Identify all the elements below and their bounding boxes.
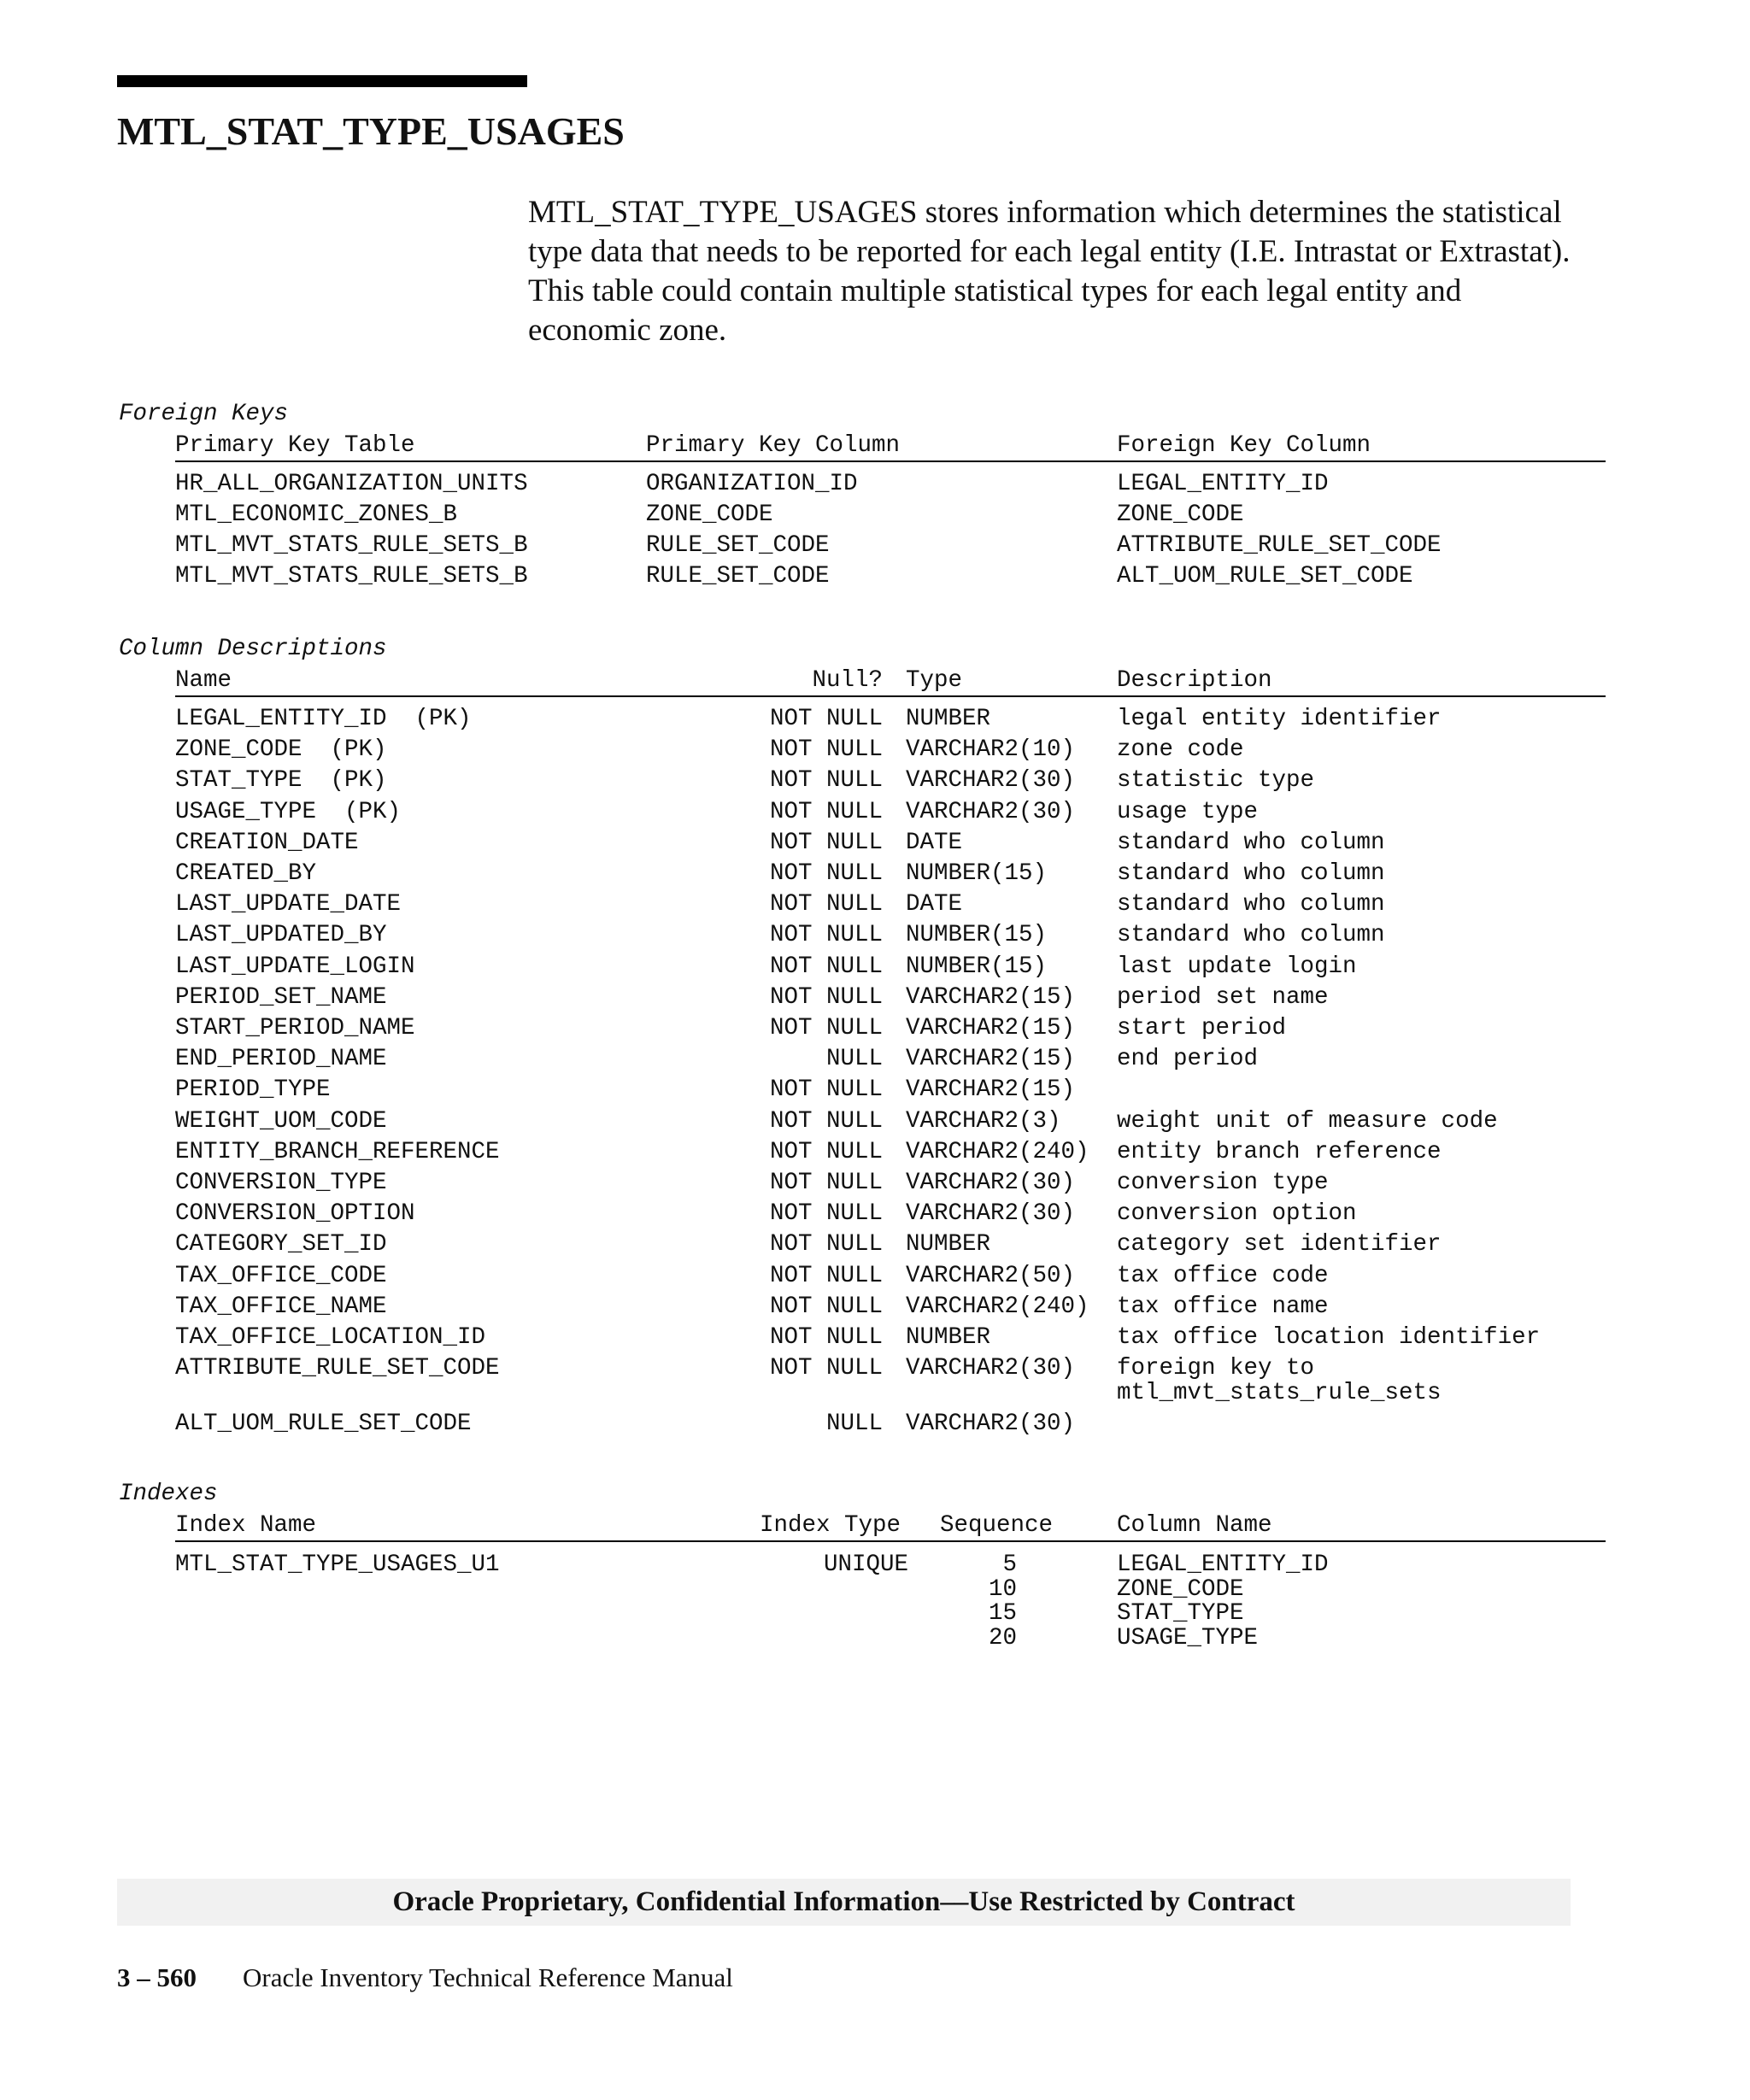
column-name: END_PERIOD_NAME — [175, 1046, 387, 1073]
column-type: NUMBER — [906, 706, 991, 732]
idx-header-index-name: Index Name — [175, 1512, 317, 1539]
column-null: NOT NULL — [769, 1015, 883, 1041]
fk-foreign-key-column: LEGAL_ENTITY_ID — [1117, 471, 1329, 497]
index-type: UNIQUE — [823, 1552, 908, 1578]
index-column-name: ZONE_CODE — [1117, 1575, 1244, 1603]
fk-foreign-key-column: ALT_UOM_RULE_SET_CODE — [1117, 563, 1413, 590]
column-description: standard who column — [1117, 829, 1385, 856]
table-description: MTL_STAT_TYPE_USAGES stores information which determines the statistical type data that needs to be reported for each legal entity (I.E. Intrastat or Extrastat). This table could contain multiple statistical types for each legal entity and economic zone. — [528, 195, 1571, 348]
column-type: VARCHAR2(240) — [906, 1293, 1089, 1320]
idx-header-index-type: Index Type — [760, 1512, 901, 1539]
column-description: start period — [1117, 1015, 1287, 1041]
column-null: NOT NULL — [769, 1262, 883, 1289]
fk-header-primary-key-table: Primary Key Table — [175, 432, 415, 459]
column-description: tax office location identifier — [1117, 1324, 1541, 1351]
page-number: 3 – 560 — [117, 1962, 197, 1992]
column-descriptions-label: Column Descriptions — [119, 636, 387, 662]
column-type: VARCHAR2(30) — [906, 1411, 1076, 1438]
column-name: TAX_OFFICE_LOCATION_ID — [175, 1324, 486, 1351]
column-type: VARCHAR2(15) — [906, 1046, 1076, 1073]
column-name: PERIOD_TYPE — [175, 1076, 331, 1104]
manual-title: Oracle Inventory Technical Reference Manual — [243, 1962, 733, 1992]
confidential-notice: Oracle Proprietary, Confidential Information––Use Restricted by Contract — [392, 1886, 1295, 1917]
column-type: VARCHAR2(240) — [906, 1138, 1089, 1165]
foreign-keys-label: Foreign Keys — [119, 401, 289, 427]
column-description: weight unit of measure code — [1117, 1107, 1498, 1135]
fk-primary-key-table: HR_ALL_ORGANIZATION_UNITS — [175, 471, 528, 497]
fk-primary-key-column: RULE_SET_CODE — [646, 532, 830, 559]
idx-header-rule — [175, 1540, 1606, 1542]
column-null: NOT NULL — [769, 922, 883, 949]
column-type: VARCHAR2(15) — [906, 983, 1076, 1011]
column-name: LAST_UPDATED_BY — [175, 922, 387, 949]
fk-header-rule — [175, 460, 1606, 462]
column-null: NOT NULL — [769, 1076, 883, 1104]
column-null: NOT NULL — [769, 1324, 883, 1351]
column-type: VARCHAR2(30) — [906, 767, 1076, 795]
fk-primary-key-table: MTL_ECONOMIC_ZONES_B — [175, 502, 458, 528]
column-name: CONVERSION_TYPE — [175, 1170, 387, 1196]
column-name: USAGE_TYPE (PK) — [175, 798, 402, 825]
column-type: VARCHAR2(30) — [906, 1170, 1076, 1196]
fk-header-primary-key-column: Primary Key Column — [646, 432, 901, 459]
column-description: usage type — [1117, 798, 1259, 825]
column-name: ZONE_CODE (PK) — [175, 736, 387, 764]
index-column-name: USAGE_TYPE — [1117, 1624, 1259, 1651]
idx-header-sequence: Sequence — [940, 1512, 1054, 1539]
column-name: ALT_UOM_RULE_SET_CODE — [175, 1411, 472, 1438]
column-null: NOT NULL — [769, 983, 883, 1011]
column-description-continued: mtl_mvt_stats_rule_sets — [1117, 1380, 1442, 1407]
column-null: NOT NULL — [769, 1293, 883, 1320]
column-name: ATTRIBUTE_RULE_SET_CODE — [175, 1355, 500, 1382]
column-type: NUMBER(15) — [906, 953, 1048, 980]
index-name: MTL_STAT_TYPE_USAGES_U1 — [175, 1552, 500, 1578]
col-header-rule — [175, 695, 1606, 697]
col-header-name: Name — [175, 667, 232, 694]
column-null: NOT NULL — [769, 953, 883, 980]
col-header-null: Null? — [812, 667, 883, 694]
index-column-name: LEGAL_ENTITY_ID — [1117, 1552, 1329, 1578]
column-description: category set identifier — [1117, 1231, 1442, 1258]
column-name: CREATED_BY — [175, 860, 317, 887]
column-type: VARCHAR2(30) — [906, 1200, 1076, 1228]
col-header-type: Type — [906, 667, 963, 694]
idx-header-column-name: Column Name — [1117, 1512, 1272, 1539]
column-null: NOT NULL — [769, 1231, 883, 1258]
column-name: LAST_UPDATE_DATE — [175, 891, 402, 918]
column-type: DATE — [906, 829, 963, 856]
column-type: NUMBER — [906, 1231, 991, 1258]
fk-primary-key-column: RULE_SET_CODE — [646, 563, 830, 590]
column-name: START_PERIOD_NAME — [175, 1015, 415, 1041]
column-name: CREATION_DATE — [175, 829, 359, 856]
fk-primary-key-column: ORGANIZATION_ID — [646, 471, 858, 497]
column-null: NOT NULL — [769, 706, 883, 732]
fk-primary-key-column: ZONE_CODE — [646, 502, 773, 528]
column-type: VARCHAR2(30) — [906, 798, 1076, 825]
column-type: NUMBER — [906, 1324, 991, 1351]
column-type: VARCHAR2(10) — [906, 736, 1076, 764]
column-name: CONVERSION_OPTION — [175, 1200, 415, 1228]
column-name: STAT_TYPE (PK) — [175, 767, 387, 795]
column-null: NOT NULL — [769, 1200, 883, 1228]
index-sequence: 15 — [988, 1600, 1017, 1627]
column-null: NOT NULL — [769, 860, 883, 887]
column-description: standard who column — [1117, 860, 1385, 887]
column-null: NOT NULL — [769, 1107, 883, 1135]
column-description: end period — [1117, 1046, 1259, 1073]
page-title: MTL_STAT_TYPE_USAGES — [117, 109, 625, 153]
column-null: NOT NULL — [769, 891, 883, 918]
column-type: VARCHAR2(3) — [906, 1107, 1061, 1135]
column-null: NOT NULL — [769, 798, 883, 825]
column-description: foreign key to — [1117, 1355, 1315, 1382]
column-name: LEGAL_ENTITY_ID (PK) — [175, 706, 472, 732]
column-type: VARCHAR2(15) — [906, 1015, 1076, 1041]
column-description: conversion option — [1117, 1200, 1357, 1228]
header-rule — [117, 75, 527, 87]
fk-primary-key-table: MTL_MVT_STATS_RULE_SETS_B — [175, 563, 528, 590]
column-description: standard who column — [1117, 922, 1385, 949]
fk-primary-key-table: MTL_MVT_STATS_RULE_SETS_B — [175, 532, 528, 559]
index-sequence: 5 — [1002, 1552, 1017, 1578]
column-type: VARCHAR2(50) — [906, 1262, 1076, 1289]
column-type: NUMBER(15) — [906, 922, 1048, 949]
column-type: DATE — [906, 891, 963, 918]
fk-foreign-key-column: ATTRIBUTE_RULE_SET_CODE — [1117, 532, 1442, 559]
column-name: LAST_UPDATE_LOGIN — [175, 953, 415, 980]
column-name: TAX_OFFICE_NAME — [175, 1293, 387, 1320]
column-description: period set name — [1117, 983, 1329, 1011]
column-type: NUMBER(15) — [906, 860, 1048, 887]
column-null: NOT NULL — [769, 1170, 883, 1196]
column-description: standard who column — [1117, 891, 1385, 918]
column-type: VARCHAR2(15) — [906, 1076, 1076, 1104]
indexes-label: Indexes — [119, 1481, 218, 1507]
column-null: NOT NULL — [769, 736, 883, 764]
column-description: conversion type — [1117, 1170, 1329, 1196]
column-null: NOT NULL — [769, 767, 883, 795]
column-name: TAX_OFFICE_CODE — [175, 1262, 387, 1289]
column-null: NOT NULL — [769, 1138, 883, 1165]
column-name: WEIGHT_UOM_CODE — [175, 1107, 387, 1135]
column-description: last update login — [1117, 953, 1357, 980]
col-header-description: Description — [1117, 667, 1272, 694]
column-name: ENTITY_BRANCH_REFERENCE — [175, 1138, 500, 1165]
column-description: tax office name — [1117, 1293, 1329, 1320]
column-description: zone code — [1117, 736, 1244, 764]
column-description: legal entity identifier — [1117, 706, 1442, 732]
column-null: NOT NULL — [769, 829, 883, 856]
column-description: tax office code — [1117, 1262, 1329, 1289]
column-description: entity branch reference — [1117, 1138, 1442, 1165]
fk-foreign-key-column: ZONE_CODE — [1117, 502, 1244, 528]
column-description: statistic type — [1117, 767, 1315, 795]
column-type: VARCHAR2(30) — [906, 1355, 1076, 1382]
column-null: NULL — [825, 1411, 883, 1438]
fk-header-foreign-key-column: Foreign Key Column — [1117, 432, 1371, 459]
column-name: CATEGORY_SET_ID — [175, 1231, 387, 1258]
index-column-name: STAT_TYPE — [1117, 1600, 1244, 1627]
index-sequence: 10 — [988, 1575, 1017, 1603]
column-null: NULL — [825, 1046, 883, 1073]
column-name: PERIOD_SET_NAME — [175, 983, 387, 1011]
column-null: NOT NULL — [769, 1355, 883, 1382]
index-sequence: 20 — [988, 1624, 1017, 1651]
